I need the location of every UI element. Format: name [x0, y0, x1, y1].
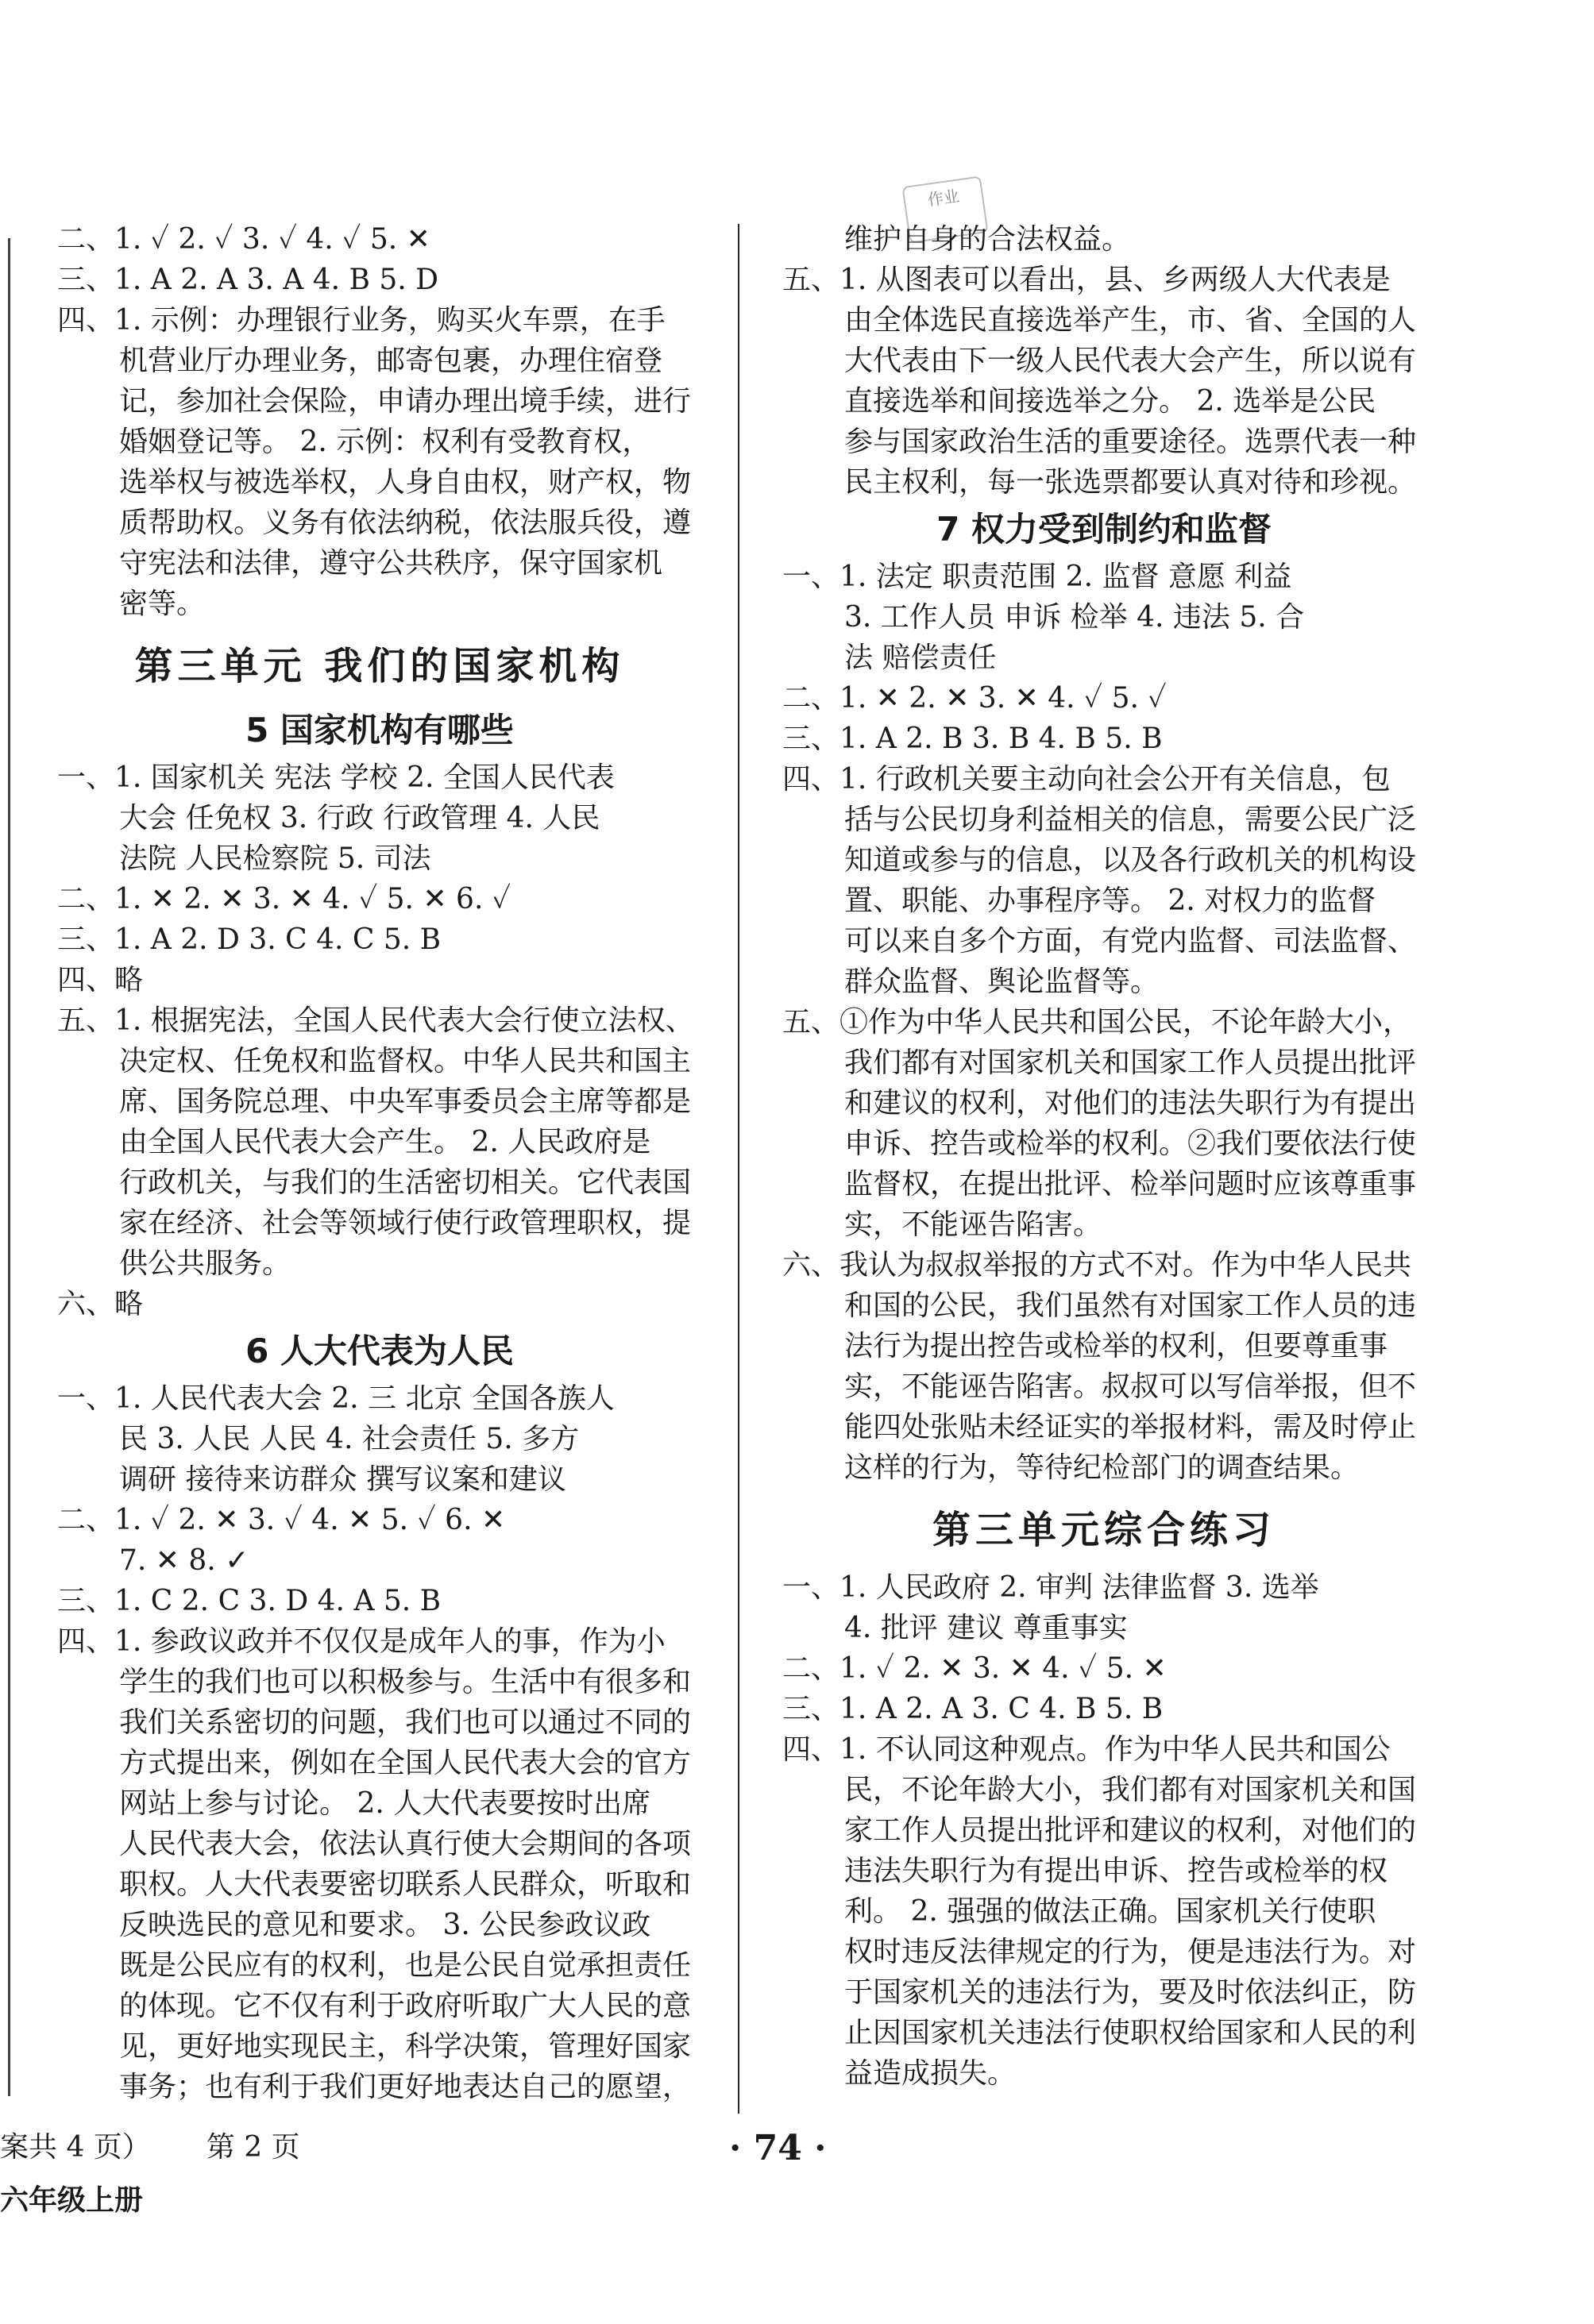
answer-line: 实，不能诬告陷害。: [844, 1208, 1102, 1241]
answer-line: 守宪法和法律，遵守公共秩序，保守国家机: [119, 547, 663, 580]
answer-line: 反映选民的意见和要求。 3. 公民参政议政: [119, 1909, 651, 1941]
answer-line: 四、1. 参政议政并不仅仅是成年人的事，作为小: [57, 1625, 666, 1658]
answer-line: 4. 批评 建议 尊重事实: [844, 1612, 1128, 1644]
answer-line: 和国的公民，我们虽然有对国家工作人员的违: [844, 1289, 1417, 1322]
answer-line: 决定权、任免权和监督权。中华人民共和国主: [119, 1045, 692, 1077]
answer-line: 既是公民应有的权利，也是公民自觉承担责任: [119, 1949, 692, 1982]
answer-line: 家在经济、社会等领域行使行政管理职权，提: [119, 1207, 692, 1239]
right-column: [782, 219, 1426, 2094]
lesson-title: 5 国家机构有哪些: [245, 711, 514, 750]
answer-line: 的体现。它不仅有利于政府听取广大人民的意: [119, 1990, 692, 2022]
answer-line: 四、1. 不认同这种观点。作为中华人民共和国公: [782, 1733, 1391, 1766]
answer-line: 三、1. A 2. D 3. C 4. C 5. B: [57, 923, 442, 956]
answer-line: 7. ✕ 8. ✓: [119, 1544, 249, 1577]
answer-line: 选举权与被选举权，人身自由权，财产权，物: [119, 466, 692, 499]
answer-line: 二、1. ✓ 2. ✓ 3. ✓ 4. ✓ 5. ✕: [57, 223, 430, 256]
answer-line: 法 赔偿责任: [844, 642, 997, 674]
answer-line: 三、1. A 2. A 3. A 4. B 5. D: [57, 264, 439, 296]
answer-line: 申诉、控告或检举的权利。②我们要依法行使: [844, 1127, 1417, 1160]
answer-line: 能四处张贴未经证实的举报材料，需及时停止: [844, 1411, 1417, 1443]
answer-line: 席、国务院总理、中央军事委员会主席等都是: [119, 1085, 692, 1118]
answer-line: 益造成损失。: [844, 2057, 1017, 2090]
binding-edge-mark: [8, 238, 10, 2096]
answer-line: 括与公民切身利益相关的信息，需要公民广泛: [844, 804, 1417, 836]
answer-line: 四、1. 行政机关要主动向社会公开有关信息，包: [782, 763, 1391, 796]
footer-page-info: [0, 2128, 300, 2168]
page-number: · 74 ·: [729, 2128, 827, 2168]
answer-line: 行政机关，与我们的生活密切相关。它代表国: [119, 1166, 692, 1199]
answer-line: 大会 任免权 3. 行政 行政管理 4. 人民: [119, 802, 600, 834]
answer-line: 二、1. ✕ 2. ✕ 3. ✕ 4. ✓ 5. ✓: [782, 682, 1167, 715]
answer-line: 五、①作为中华人民共和国公民，不论年龄大小，: [782, 1006, 1412, 1039]
answer-line: 见，更好地实现民主，科学决策，管理好国家: [119, 2030, 692, 2063]
answer-line: 监督权，在提出批评、检举问题时应该尊重事: [844, 1168, 1417, 1201]
answer-line: 事务；也有利于我们更好地表达自己的愿望，: [119, 2071, 692, 2103]
answer-line: 三、1. A 2. A 3. C 4. B 5. B: [782, 1693, 1164, 1725]
lesson-title: 6 人大代表为人民: [245, 1332, 514, 1370]
answer-line: 三、1. C 2. C 3. D 4. A 5. B: [57, 1585, 442, 1617]
answer-line: 权时违反法律规定的行为，便是违法行为。对: [844, 1936, 1417, 1968]
footer-total-pages: 案共 4 页）: [0, 2131, 151, 2164]
answer-line: 我们关系密切的问题，我们也可以通过不同的: [119, 1706, 692, 1739]
answer-line: 我们都有对国家机关和国家工作人员提出批评: [844, 1046, 1417, 1079]
left-column: [57, 219, 702, 2107]
answer-line: 违法失职行为有提出申诉、控告或检举的权: [844, 1855, 1388, 1887]
answer-line: 法行为提出控告或检举的权利，但要尊重事: [844, 1330, 1388, 1362]
answer-line: 由全国人民代表大会产生。 2. 人民政府是: [119, 1126, 651, 1158]
answer-line: 大代表由下一级人民代表大会产生，所以说有: [844, 345, 1417, 377]
answer-line: 3. 工作人员 申诉 检举 4. 违法 5. 合: [844, 601, 1305, 634]
answer-line: 维护自身的合法权益。: [844, 223, 1131, 256]
unit-title: 第三单元 我们的国家机构: [134, 644, 625, 688]
answer-line: 二、1. ✓ 2. ✕ 3. ✓ 4. ✕ 5. ✓ 6. ✕: [57, 1504, 506, 1536]
answer-line: 婚姻登记等。 2. 示例：权利有受教育权，: [119, 426, 651, 458]
answer-line: 二、1. ✕ 2. ✕ 3. ✕ 4. ✓ 5. ✕ 6. ✓: [57, 883, 511, 915]
answer-line: 六、我认为叔叔举报的方式不对。作为中华人民共: [782, 1249, 1412, 1281]
answer-line: 六、略: [57, 1288, 144, 1320]
answer-line: 家工作人员提出批评和建议的权利，对他们的: [844, 1814, 1417, 1847]
column-divider: [738, 224, 739, 2114]
answer-line: 利。 2. 强强的做法正确。国家机关行使职: [844, 1895, 1376, 1928]
answer-line: 五、1. 从图表可以看出，县、乡两级人大代表是: [782, 264, 1391, 296]
answer-line: 由全体选民直接选举产生，市、省、全国的人: [844, 304, 1417, 337]
answer-line: 密等。: [119, 588, 206, 620]
unit-title: 第三单元综合练习: [932, 1508, 1276, 1552]
answer-line: 置、职能、办事程序等。 2. 对权力的监督: [844, 885, 1376, 917]
answer-line: 学生的我们也可以积极参与。生活中有很多和: [119, 1666, 692, 1698]
answer-line: 方式提出来，例如在全国人民代表大会的官方: [119, 1747, 692, 1779]
answer-line: 机营业厅办理业务，邮寄包裹，办理住宿登: [119, 345, 663, 377]
answer-line: 和建议的权利，对他们的违法失职行为有提出: [844, 1087, 1417, 1120]
answer-line: 一、1. 人民政府 2. 审判 法律监督 3. 选举: [782, 1571, 1319, 1604]
answer-line: 四、1. 示例：办理银行业务，购买火车票，在手: [57, 304, 666, 337]
answer-line: 四、略: [57, 964, 144, 996]
answer-line: 民 3. 人民 人民 4. 社会责任 5. 多方: [119, 1423, 580, 1455]
answer-line: 知道或参与的信息，以及各行政机关的机构设: [844, 844, 1417, 877]
answer-line: 一、1. 法定 职责范围 2. 监督 意愿 利益: [782, 561, 1292, 593]
answer-line: 可以来自多个方面，有党内监督、司法监督、: [844, 925, 1417, 958]
answer-line: 直接选举和间接选举之分。 2. 选举是公民: [844, 385, 1376, 418]
answer-line: 法院 人民检察院 5. 司法: [119, 842, 431, 875]
answer-line: 民，不论年龄大小，我们都有对国家机关和国: [844, 1774, 1417, 1806]
answer-line: 质帮助权。义务有依法纳税，依法服兵役，遵: [119, 507, 692, 539]
answer-line: 这样的行为，等待纪检部门的调查结果。: [844, 1451, 1360, 1484]
answer-line: 记，参加社会保险，申请办理出境手续，进行: [119, 385, 692, 418]
lesson-title: 7 权力受到制约和监督: [936, 510, 1272, 549]
answer-line: 五、1. 根据宪法，全国人民代表大会行使立法权、: [57, 1004, 694, 1037]
answer-line: 一、1. 国家机关 宪法 学校 2. 全国人民代表: [57, 761, 615, 794]
answer-line: 群众监督、舆论监督等。: [844, 965, 1160, 998]
answer-line: 于国家机关的违法行为，要及时依法纠正，防: [844, 1976, 1417, 2009]
answer-line: 网站上参与讨论。 2. 人大代表要按时出席: [119, 1787, 651, 1820]
answer-line: 二、1. ✓ 2. ✕ 3. ✕ 4. ✓ 5. ✕: [782, 1652, 1167, 1685]
answer-line: 一、1. 人民代表大会 2. 三 北京 全国各族人: [57, 1382, 615, 1415]
footer-page-label: 第 2 页: [206, 2131, 300, 2164]
answer-line: 三、1. A 2. B 3. B 4. B 5. B: [782, 723, 1163, 755]
answer-line: 参与国家政治生活的重要途径。选票代表一种: [844, 426, 1417, 458]
answer-line: 实，不能诬告陷害。叔叔可以写信举报，但不: [844, 1370, 1417, 1403]
watermark-stamp: 作业: [901, 175, 988, 243]
answer-line: 职权。人大代表要密切联系人民群众，听取和: [119, 1868, 692, 1901]
footer-grade: 六年级上册: [0, 2184, 144, 2217]
answer-line: 调研 接待来访群众 撰写议案和建议: [119, 1463, 566, 1496]
answer-line: 人民代表大会，依法认真行使大会期间的各项: [119, 1828, 692, 1860]
answer-line: 供公共服务。: [119, 1247, 291, 1280]
answer-line: 止因国家机关违法行使职权给国家和人民的利: [844, 2017, 1417, 2049]
answer-line: 民主权利，每一张选票都要认真对待和珍视。: [844, 466, 1417, 499]
